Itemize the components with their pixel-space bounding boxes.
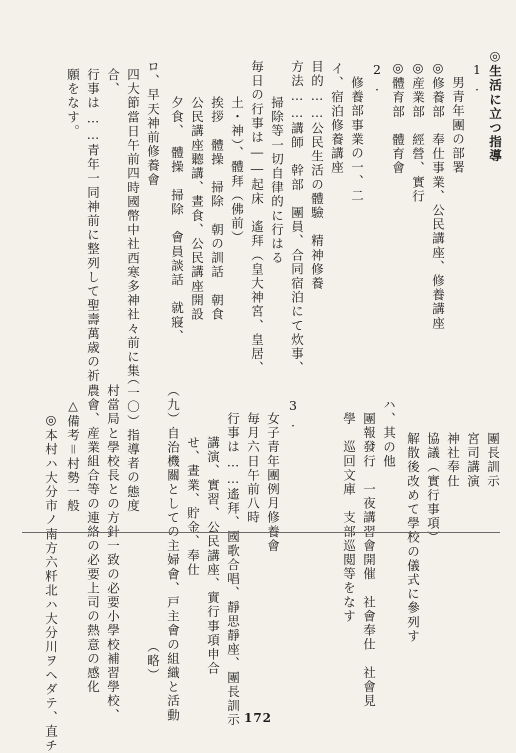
text-column: 農會、産業組合等の連絡の必要上司の熱意の感化 [85,384,101,695]
item-number-2: 2. [369,62,385,96]
text-column: 講演、實習、公民講座、實行事項申合 [205,436,221,676]
page-number: 172 [243,711,273,725]
text-column: ◎體育部 體育會 [390,60,406,176]
text-column: 村當局と學校長との方針一致の必要小學校補習學校、 [105,384,121,723]
text-column: 學 巡回文庫 支部巡閲等をなす [341,412,357,624]
text-column: イ、宿泊修養講座 [329,62,345,175]
item-number-3: 3. [285,398,301,432]
text-column: 修養部事業の一、二 [349,76,365,203]
text-column: 毎日の行事は――起床 遙拜（皇大神宮、皇居、 [249,60,265,376]
text-column: （略） [145,640,161,683]
text-column: ロ、早天神前修養會 [145,60,161,187]
text-column: （九）自治機關としての主婦會、戸主會の組織と活動 [165,384,181,723]
text-column: 團報發行 一夜講習會開催 社會奉仕 社會見 [361,412,377,709]
text-column: △備考＝村勢一般 [65,398,81,514]
text-column: 四大節當日午前四時國幣中社西寒多神社々前に集 [125,68,141,379]
text-column: 行事は……遙拜、國歌合唱、靜思靜座、團長訓示 [225,412,241,728]
text-column: 團長訓示 [485,432,501,489]
text-column: 毎月六日午前八時 [245,412,261,525]
text-column: 公民講座聽講、晝食、公民講座開設 [189,96,205,322]
text-column: 協議（實行事項） [425,432,441,545]
text-column: 願をなす。 [65,68,81,139]
text-column: （一〇）指導者の態度 [125,372,141,513]
section-heading-living-guidance: ◎生活に立つ指導 [487,48,503,164]
item-number-1: 1. [469,62,485,96]
text-column: せ、晝業、貯金、奉仕 [185,436,201,577]
text-column: ◎本村ハ大分市ノ南方六粁北ハ大分川ヲヘダテ、直チ [43,412,59,753]
text-column: 宮司講演 [465,432,481,489]
text-column: ◎修養部 奉仕事業、公民講座、修養講座 [430,60,446,331]
text-column: 方法……講師 幹部 團員、合同宿泊にて炊事、 [289,60,305,376]
text-column: ハ、其の他 [381,398,397,469]
text-column: 掃除等一切自律的に行はる [269,96,285,266]
text-column: 目的……公民生活の體驗 精神修養 [309,60,325,291]
text-column: 解散後改めて學校の儀式に參列す [405,432,421,644]
text-column: 神社奉仕 [445,432,461,489]
footnote-divider [22,532,500,533]
text-column: 男青年團の部署 [450,76,466,175]
text-column: 挨拶 體操 掃除 朝の訓話 朝食 [209,96,225,322]
text-column: 行事は……青年一同神前に整列して聖壽萬歳の祈 [85,68,101,384]
text-column: 夕食、 體操 掃除 會員談話 就寢、 [169,96,185,344]
text-column: ◎産業部 經營、實行 [410,60,426,204]
text-column: 女子青年團例月修養會 [265,412,281,553]
text-column: 合、 [105,68,121,97]
text-column: 土・神）、體拜（佛前） [229,96,245,245]
